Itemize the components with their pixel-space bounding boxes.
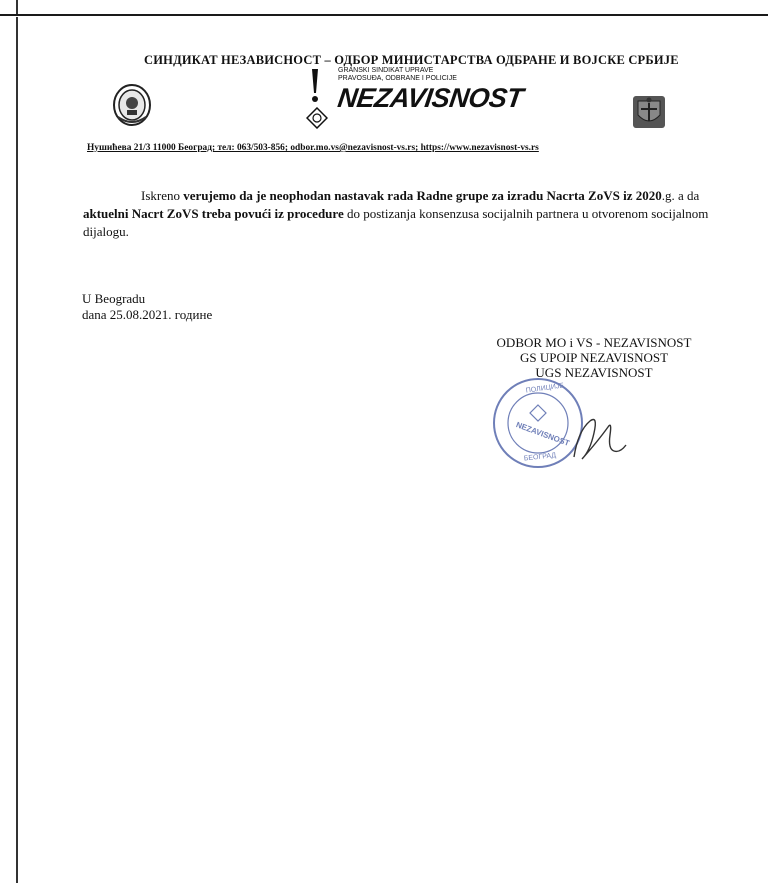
place-line: U Beogradu	[82, 291, 146, 306]
union-emblem-icon	[112, 83, 152, 127]
para-bold-2: aktuelni Nacrt ZoVS treba povući iz procedure	[83, 206, 344, 221]
exclamation-mark-icon	[310, 69, 320, 103]
document-page	[20, 17, 768, 883]
contact-line: Нушићева 21/3 11000 Београд; тел: 063/503-856; odbor.mo.vs@nezavisnost-vs.rs; https://www.nezavisnost-vs.rs	[87, 143, 539, 153]
brand-wordmark: NEZAVISNOST	[335, 83, 525, 113]
org-title: СИНДИКАТ НЕЗАВИСНОСТ – ОДБОР МИНИСТАРСТВА ОДБРАНЕ И ВОЈСКЕ СРБИЈЕ	[144, 53, 679, 67]
stamp-bottom-text: БЕОГРАД	[523, 452, 557, 463]
exclamation-diamond-icon	[306, 107, 328, 129]
top-bar-tick	[16, 0, 18, 14]
subtitle-line-2: PRAVOSUĐA, ODBRANE I POLICIJE	[338, 75, 457, 82]
official-stamp	[486, 371, 636, 481]
para-text-3: do postizanja konsenzusa socijalnih partnera u otvorenom socijalnom dijalogu.	[83, 206, 709, 239]
signatory-line-1: ODBOR MO i VS - NEZAVISNOST	[496, 335, 692, 350]
main-paragraph	[83, 187, 723, 241]
window-top-bar	[0, 0, 768, 16]
signatory-line-3: UGS NEZAVISNOST	[535, 365, 653, 380]
subtitle-line-1: GRANSKI SINDIKAT UPRAVE	[338, 67, 434, 74]
date-line: dana 25.08.2021. године	[82, 307, 213, 322]
stamp-top-text: ПОЛИЦИЈЕ	[525, 382, 565, 395]
para-text-1: Iskreno	[141, 188, 184, 203]
para-text-2: .g. a da	[661, 188, 700, 203]
signatory-line-2: GS UPOIP NEZAVISNOST	[519, 350, 669, 365]
para-bold-1: verujemo da je neophodan nastavak rada Radne grupe za izradu Nacrta ZoVS iz 2020	[183, 188, 662, 203]
stamp-center-text: NEZAVISNOST	[514, 420, 571, 448]
left-page-border	[16, 17, 18, 883]
serbian-coat-of-arms-icon	[632, 95, 666, 129]
place-date-block	[82, 291, 212, 323]
